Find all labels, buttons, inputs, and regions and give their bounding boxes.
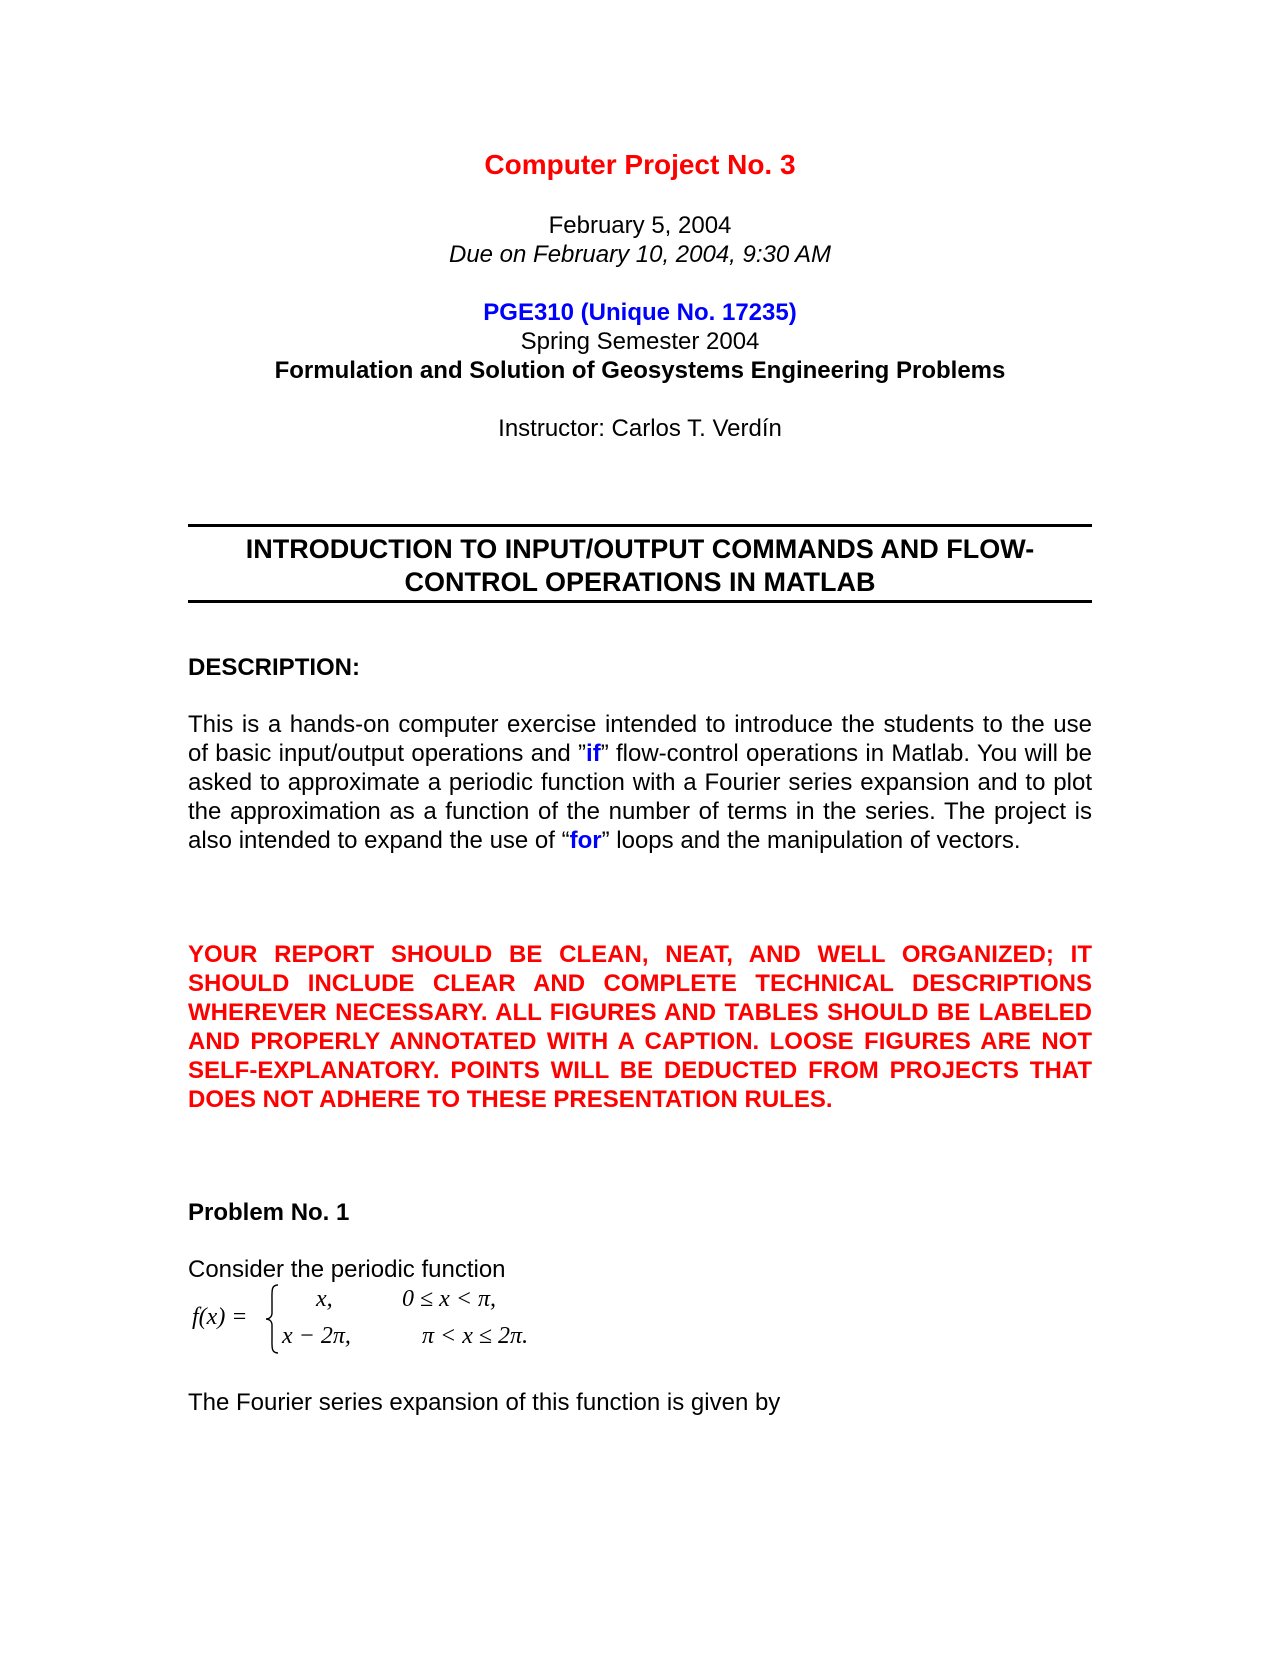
case-1-value: x, [316, 1286, 333, 1312]
due-date: Due on February 10, 2004, 9:30 AM [448, 241, 831, 268]
heading-rule-top [188, 524, 1092, 527]
case-2-condition: π < x ≤ 2π. [422, 1323, 529, 1349]
description-text-3: ” loops and the manipulation of vectors. [601, 827, 1021, 854]
section-heading-line-1: INTRODUCTION TO INPUT/OUTPUT COMMANDS AND FLOW- [245, 534, 1035, 564]
document-title: Computer Project No. 3 [484, 149, 796, 180]
description-label: DESCRIPTION: [188, 654, 361, 681]
section-heading-line-2: CONTROL OPERATIONS IN MATLAB [404, 567, 876, 597]
problem-intro: Consider the periodic function [188, 1256, 506, 1283]
equation-lhs: f(x) = [192, 1304, 248, 1330]
report-warning: YOUR REPORT SHOULD BE CLEAN, NEAT, AND WELL ORGANIZED; IT SHOULD INCLUDE CLEAR AND COMPLETE TECHNICAL DESCRIPTIONS WHEREVER NECESSARY. ALL FIGURES AND TABLES SHOULD BE LABELED AND PROPERLY ANNOTATED WITH A CAPTION. LOOSE FIGURES ARE NOT SELF-EXPLANATORY. POINTS WILL BE DEDUCTED FROM PROJECTS THAT DOES NOT ADHERE TO THESE PRESENTATION RULES. [188, 941, 1092, 1113]
semester: Spring Semester 2004 [520, 328, 760, 355]
course-name: Formulation and Solution of Geosystems Engineering Problems [274, 357, 1006, 384]
section-heading [188, 533, 1092, 599]
course-code: PGE310 (Unique No. 17235) [483, 299, 797, 326]
issue-date: February 5, 2004 [548, 212, 732, 239]
description-paragraph [188, 710, 1092, 855]
heading-rule-bottom [188, 600, 1092, 603]
keyword-for: for [569, 827, 602, 854]
left-brace-icon [264, 1283, 280, 1355]
fourier-intro: The Fourier series expansion of this function is given by [188, 1389, 781, 1416]
description-text-2: ” flow-control operations in Matlab. You will be asked to approximate a periodic function with a Fourier series expansion and to plot the approximation as a function of the number of terms in the series. The project is also intended to expand the use of “ [188, 740, 1092, 854]
keyword-if: if [586, 740, 601, 767]
case-1-condition: 0 ≤ x < π, [402, 1286, 497, 1312]
case-2-value: x − 2π, [282, 1323, 351, 1349]
problem-label: Problem No. 1 [188, 1199, 350, 1226]
description-text-1: This is a hands-on computer exercise intended to introduce the students to the use of basic input/output operations and ” [188, 711, 1092, 767]
instructor: Instructor: Carlos T. Verdín [498, 415, 782, 442]
